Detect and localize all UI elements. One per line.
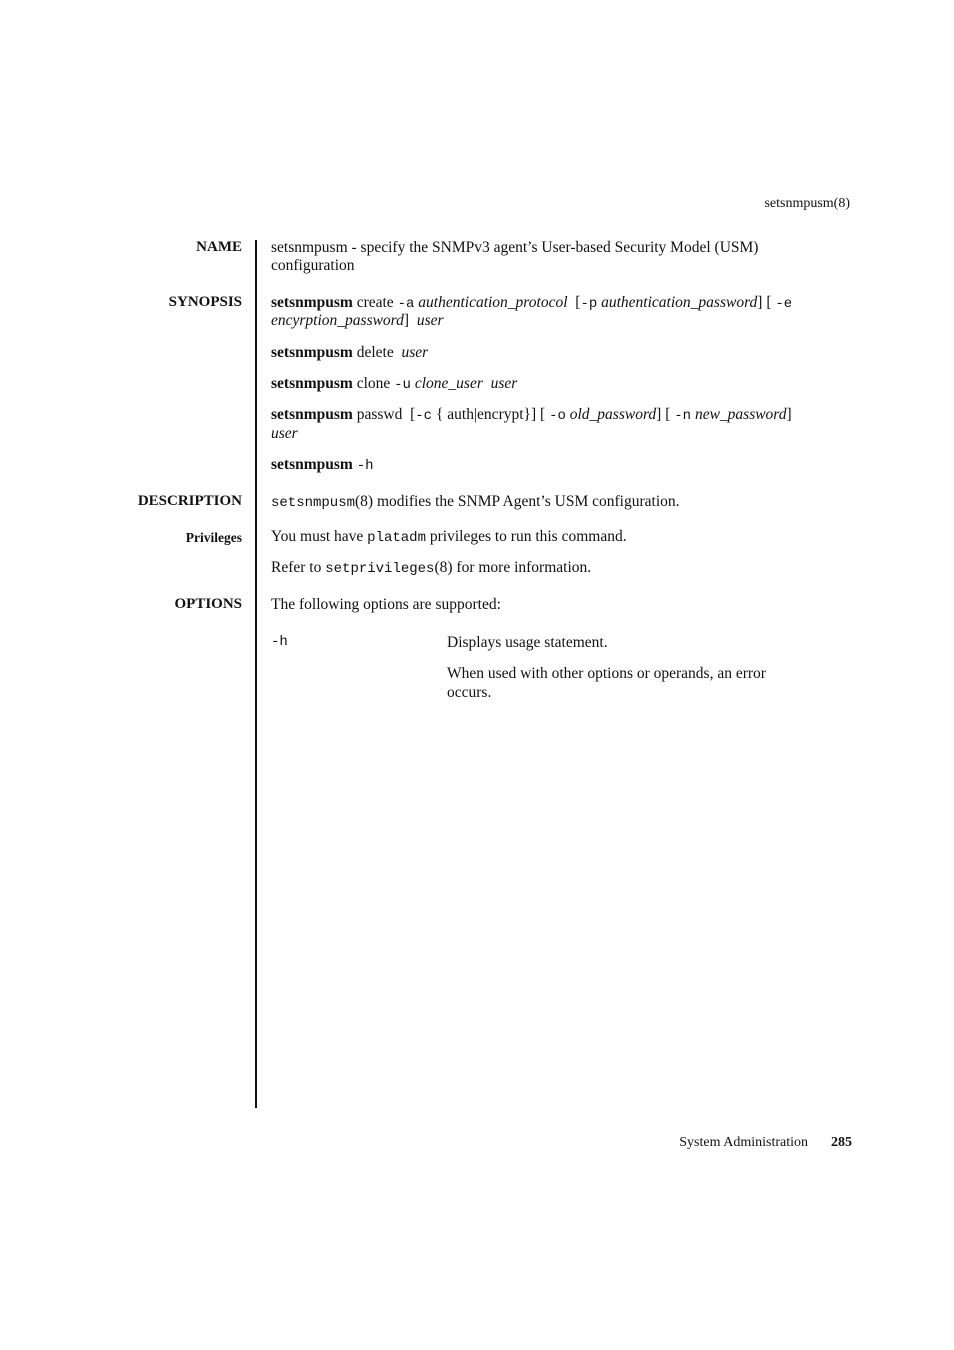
option-argument: encyrption_password xyxy=(271,312,404,329)
privileges-text: You must have xyxy=(271,528,368,545)
option-flag-h: -h xyxy=(271,634,288,650)
running-header: setsnmpusm(8) xyxy=(764,196,850,211)
option-flag: -h xyxy=(356,458,374,474)
option-argument: new_password xyxy=(694,406,787,423)
bracket: ] xyxy=(786,406,792,423)
synopsis-command: setsnmpusm xyxy=(271,344,353,361)
option-flag: -u xyxy=(394,377,411,393)
option-flag: -p xyxy=(580,296,598,312)
privileges-line-2 xyxy=(271,558,591,579)
options-intro: The following options are supported: xyxy=(271,596,501,613)
section-label-synopsis: SYNOPSIS xyxy=(168,294,242,310)
bracket: ] [ xyxy=(656,406,671,423)
subsection-label-privileges: Privileges xyxy=(185,530,242,545)
bracket: [ xyxy=(575,294,581,311)
option-argument: clone_user xyxy=(414,375,483,392)
option-description-1: Displays usage statement. xyxy=(447,634,608,651)
command-reference: setprivileges xyxy=(325,561,435,577)
synopsis-help-line xyxy=(271,455,374,476)
privileges-text: privileges to run this command. xyxy=(425,528,627,545)
option-argument: authentication_protocol xyxy=(418,294,568,311)
option-argument: old_password xyxy=(569,406,657,423)
option-choice: { auth|encrypt}] [ xyxy=(435,406,546,423)
footer-section-title: System Administration xyxy=(679,1135,808,1150)
synopsis-subcommand-passwd: passwd xyxy=(356,406,403,423)
synopsis-command: setsnmpusm xyxy=(271,294,353,311)
synopsis-command: setsnmpusm xyxy=(271,456,353,473)
option-argument: authentication_password xyxy=(601,294,758,311)
synopsis-clone-line xyxy=(271,374,517,395)
page-number: 285 xyxy=(831,1135,852,1150)
command-reference: setsnmpusm xyxy=(271,495,356,511)
description-body: (8) modifies the SNMP Agent’s USM configuration. xyxy=(355,493,680,510)
option-flag: -a xyxy=(397,296,415,312)
operand-user: user xyxy=(271,425,298,442)
option-flag: -n xyxy=(674,408,692,424)
synopsis-subcommand-delete: delete xyxy=(356,344,394,361)
privileges-text: (8) for more information. xyxy=(434,559,592,576)
option-description-2-line-2: occurs. xyxy=(447,684,492,701)
section-label-description: DESCRIPTION xyxy=(137,493,242,509)
section-label-options: OPTIONS xyxy=(174,596,242,612)
option-flag: -o xyxy=(549,408,566,424)
option-flag: -c xyxy=(415,408,433,424)
synopsis-delete-line xyxy=(271,343,428,362)
bracket: [ xyxy=(410,406,416,423)
privileges-line-1 xyxy=(271,527,627,548)
synopsis-passwd-line-2 xyxy=(271,424,298,443)
privilege-name: platadm xyxy=(367,530,426,546)
option-flag: -e xyxy=(775,296,793,312)
synopsis-subcommand-clone: clone xyxy=(356,375,391,392)
name-line-1: setsnmpusm - specify the SNMPv3 agent’s User-based Security Model (USM) xyxy=(271,239,759,256)
synopsis-create-line-2 xyxy=(271,311,444,330)
synopsis-command: setsnmpusm xyxy=(271,406,353,423)
synopsis-subcommand-create: create xyxy=(356,294,394,311)
synopsis-command: setsnmpusm xyxy=(271,375,353,392)
operand-user: user xyxy=(416,312,444,329)
bracket: ] xyxy=(403,312,410,329)
bracket: ] [ xyxy=(757,294,772,311)
option-description-2-line-1: When used with other options or operands, an error xyxy=(447,665,766,682)
operand-user: user xyxy=(401,344,429,361)
description-text xyxy=(271,492,680,513)
operand-user: user xyxy=(490,375,518,392)
section-label-name: NAME xyxy=(196,239,242,255)
vertical-rule xyxy=(255,240,257,1108)
privileges-text: Refer to xyxy=(271,559,326,576)
name-line-2: configuration xyxy=(271,257,355,274)
synopsis-passwd-line-1 xyxy=(271,405,792,426)
